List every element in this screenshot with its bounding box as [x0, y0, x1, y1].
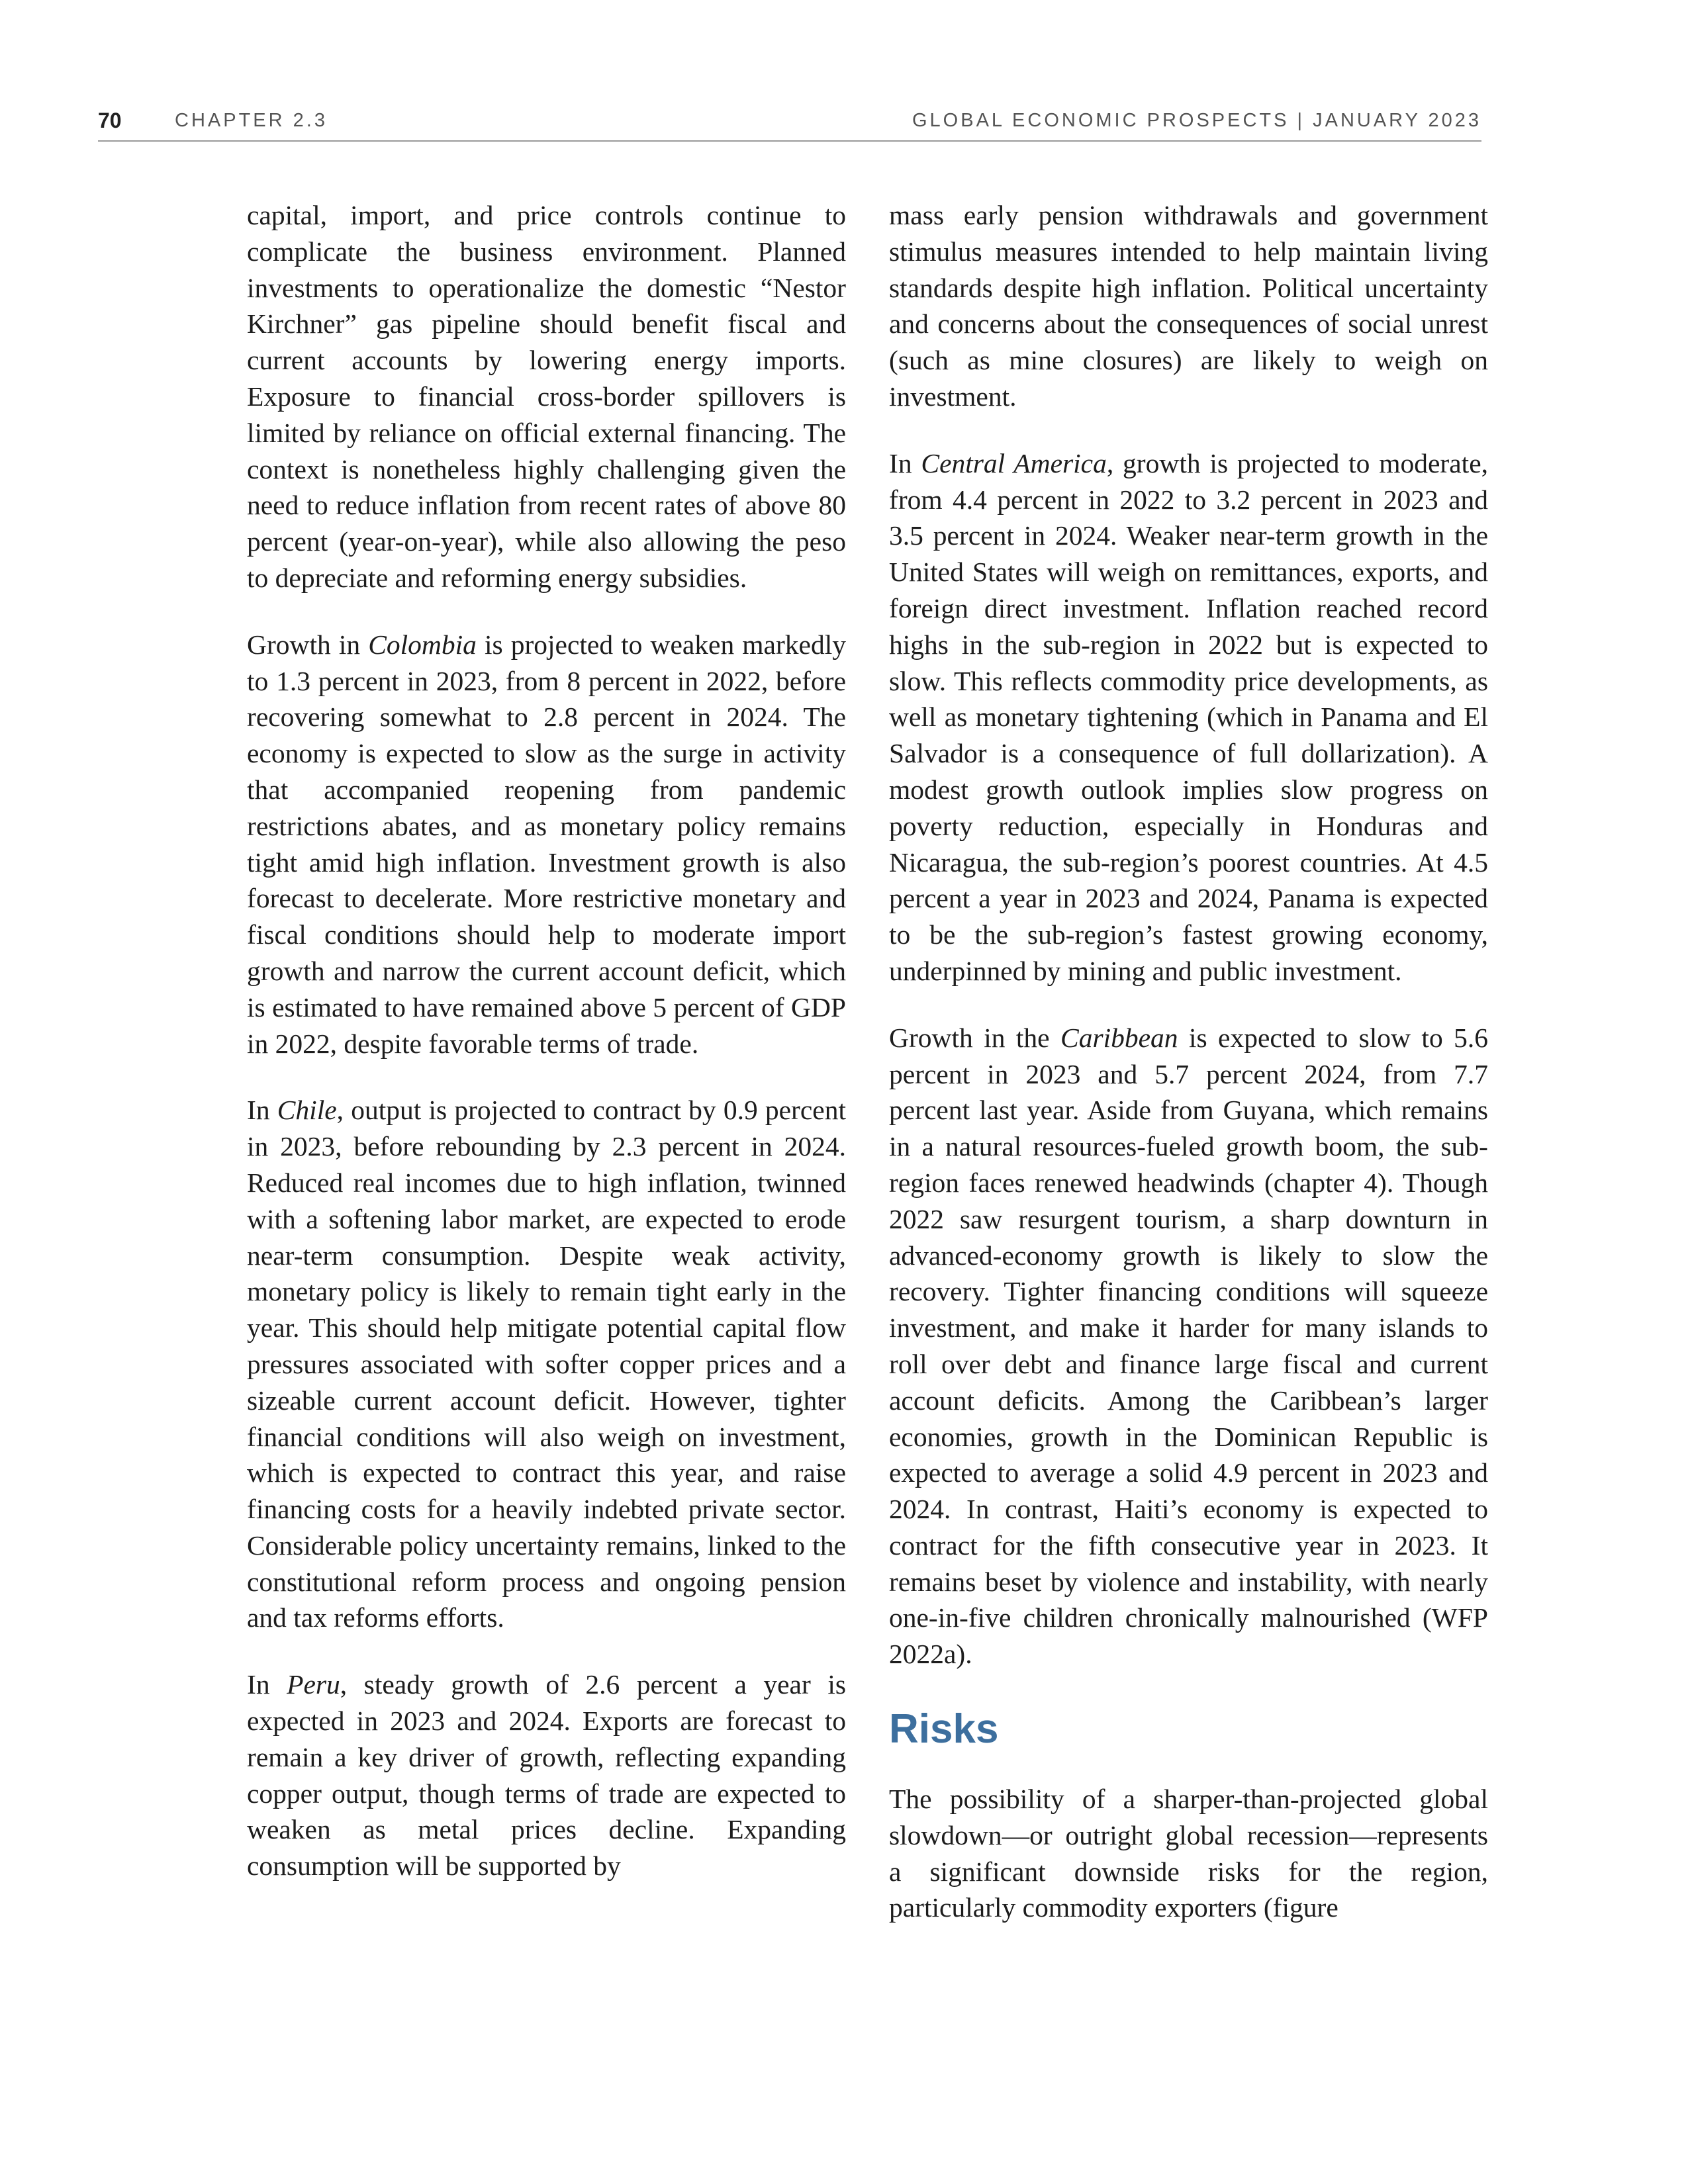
- left-column: [247, 197, 846, 1915]
- country-peru: Peru: [287, 1669, 340, 1700]
- section-heading-risks: Risks: [889, 1706, 999, 1752]
- region-caribbean: Caribbean: [1060, 1022, 1178, 1053]
- page-number: 70: [98, 109, 122, 132]
- paragraph-peru: In Peru, steady growth of 2.6 percent a year is expected in 2023 and 2024. Exports are forecast to remain a key driver of growth, reflecting expanding copper output, though terms of trade are expected to weaken as metal prices decline. Expanding consumption will be supported by: [247, 1669, 847, 1882]
- right-column: [889, 197, 1488, 1956]
- paragraph-colombia: Growth in Colombia is projected to weaken markedly to 1.3 percent in 2023, from 8 percent in 2022, before recovering somewhat to 2.8 percent in 2024. The economy is expected to slow as the surge in activity that accompanied reopening from pandemic restrictions abates, and as monetary policy remains tight amid high inflation. Investment growth is also forecast to decelerate. More restrictive monetary and fiscal conditions should help to moderate import growth and narrow the current account deficit, which is estimated to have remained above 5 percent of GDP in 2022, despite favorable terms of trade.: [247, 629, 846, 1059]
- paragraph-caribbean: Growth in the Caribbean is expected to slow to 5.6 percent in 2023 and 5.7 percent 2024, from 7.7 percent last year. Aside from Guyana, which remains in a natural resources-fueled growth boom, the sub-region faces renewed headwinds (chapter 4). Though 2022 saw resurgent tourism, a sharp downturn in advanced-economy growth is likely to slow the recovery. Tighter financing conditions will squeeze investment, and make it harder for many islands to roll over debt and finance large fiscal and current account deficits. Among the Caribbean’s larger economies, growth in the Dominican Republic is expected to average a solid 4.9 percent in 2023 and 2024. In contrast, Haiti’s economy is expected to contract for the fifth consecutive year in 2023. It remains beset by violence and instability, with nearly one-in-five children chronically malnourished (WFP 2022a).: [889, 1022, 1488, 1670]
- region-central-america: Central America: [921, 447, 1107, 478]
- paragraph-chile: In Chile, output is projected to contract by 0.9 percent in 2023, before rebounding by 2.3 percent in 2024. Reduced real incomes due to high inflation, twinned with a softening labor market, are expected to erode near-term consumption. Despite weak activity, monetary policy is likely to remain tight early in the year. This should help mitigate potential capital flow pressures associated with softer copper prices and a sizeable current account deficit. However, tighter financial conditions will also weigh on investment, which is expected to contract this year, and raise financing costs for a heavily indebted private sector. Considerable policy uncertainty remains, linked to the constitutional reform process and ongoing pension and tax reforms efforts.: [247, 1095, 846, 1633]
- paragraph-central-america: In Central America, growth is projected to moderate, from 4.4 percent in 2022 to 3.2 percent in 2023 and 3.5 percent in 2024. Weaker near-term growth in the United States will weigh on remittances, exports, and foreign direct investment. Inflation reached record highs in the sub-region in 2022 but is expected to slow. This reflects commodity price developments, as well as monetary tightening (which in Panama and El Salvador is a consequence of full dollarization). A modest growth outlook implies slow progress on poverty reduction, especially in Honduras and Nicaragua, the sub-region’s poorest countries. At 4.5 percent a year in 2023 and 2024, Panama is expected to be the sub-region’s fastest growing economy, underpinned by mining and public investment.: [889, 447, 1488, 986]
- paragraph-risks: The possibility of a sharper-than-projected global slowdown—or outright global recession—represents a significant downside risks for the region, particularly commodity exporters (figure: [889, 1784, 1488, 1923]
- paragraph-argentina-continued: capital, import, and price controls continue to complicate the business environment. Planned investments to operationalize the domestic “Nestor Kirchner” gas pipeline should benefit fiscal and current accounts by lowering energy imports. Exposure to financial cross-border spillovers is limited by reliance on official external financing. The context is nonetheless highly challenging given the need to reduce inflation from recent rates of above 80 percent (year-on-year), while also allowing the peso to depreciate and reforming energy subsidies.: [247, 200, 846, 593]
- chapter-label: CHAPTER 2.3: [175, 110, 328, 131]
- report-title: GLOBAL ECONOMIC PROSPECTS | JANUARY 2023: [912, 110, 1481, 131]
- paragraph-peru-continued: mass early pension withdrawals and government stimulus measures intended to help maintain living standards despite high inflation. Political uncertainty and concerns about the consequences of social unrest (such as mine closures) are likely to weigh on investment.: [889, 200, 1488, 412]
- country-chile: Chile: [277, 1095, 337, 1126]
- page-header: [98, 106, 1481, 142]
- country-colombia: Colombia: [368, 629, 477, 660]
